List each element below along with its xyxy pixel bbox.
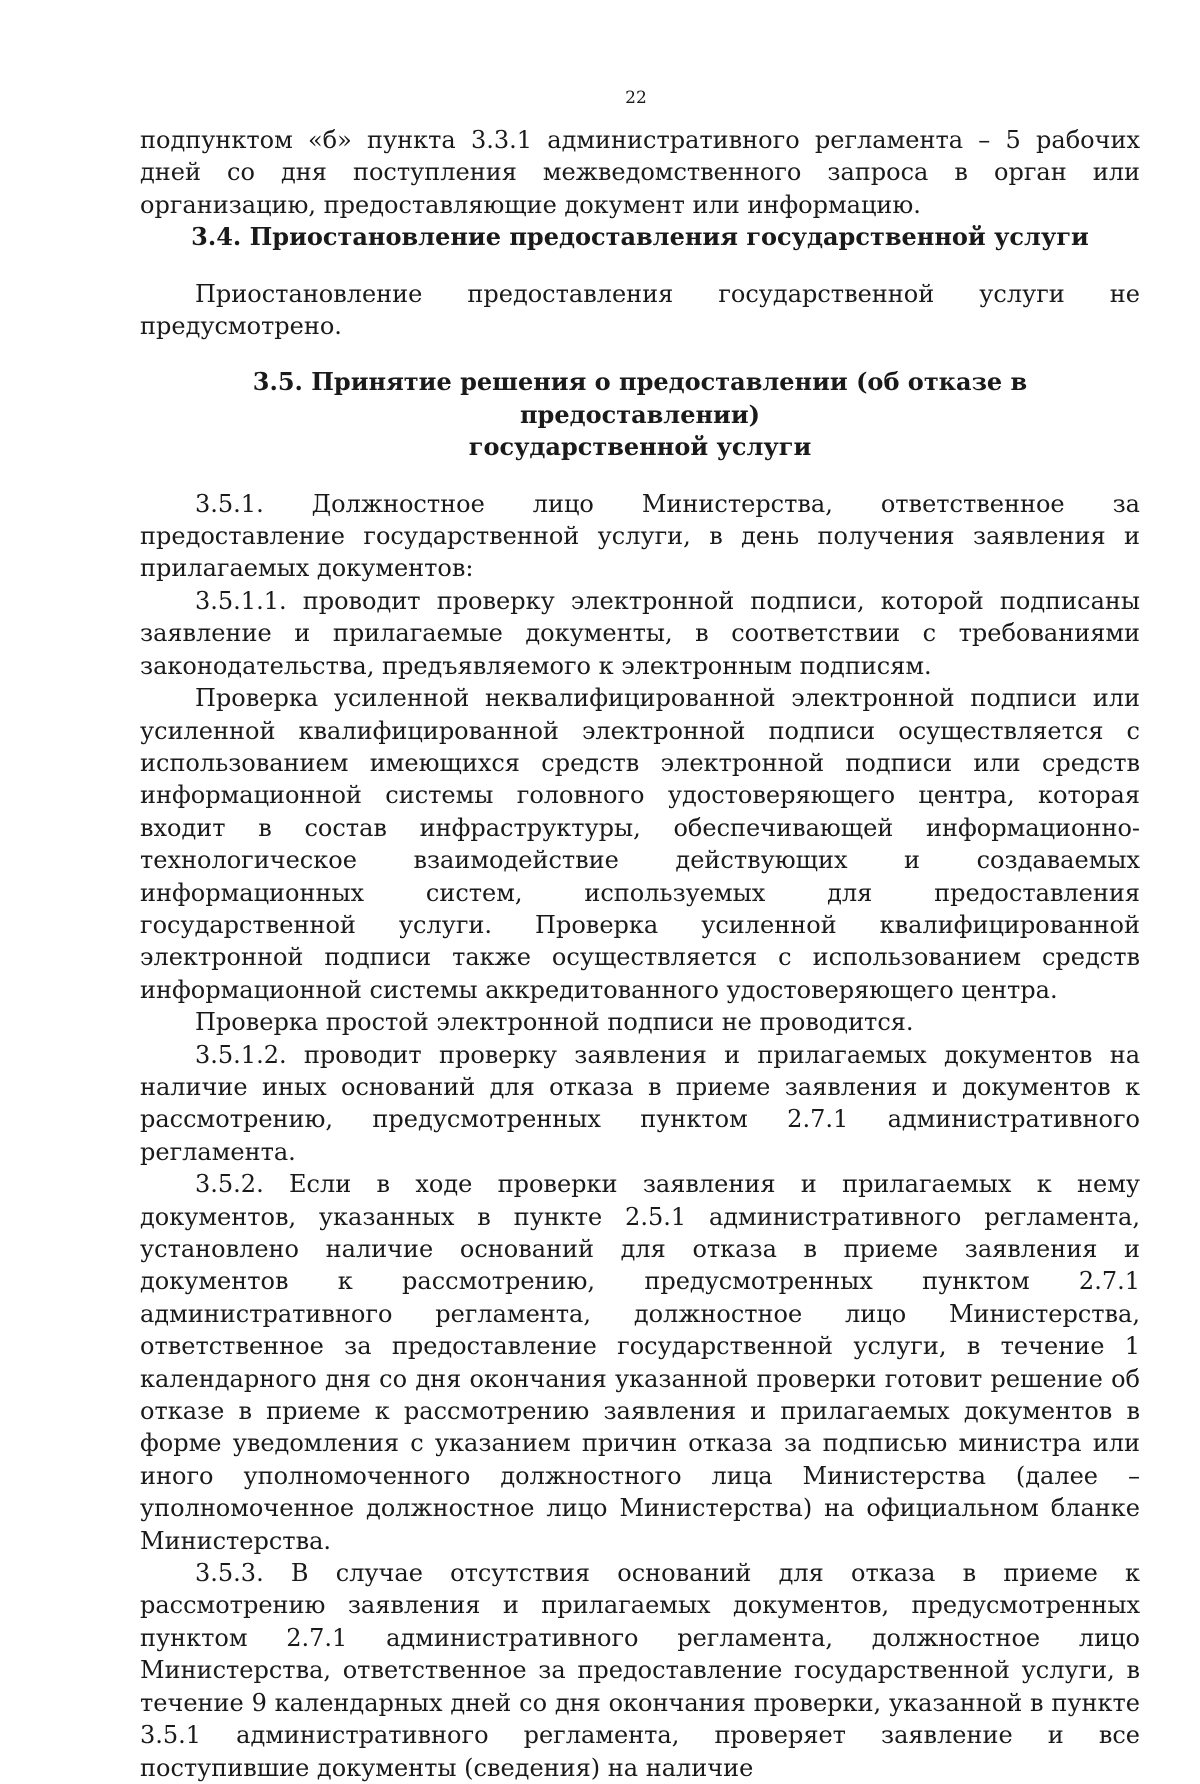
section-3-5-heading — [140, 366, 1140, 463]
page-number: 22 — [625, 88, 647, 108]
section-3-5-heading-line2: государственной услуги — [468, 432, 812, 462]
section-3-5-heading-line1: 3.5. Принятие решения о предоставлении (об отказе в предоставлении) — [252, 367, 1028, 429]
paragraph-3-5-1-1: 3.5.1.1. проводит проверку электронной подписи, которой подписаны заявление и прилагаемые документы, в соответствии с требованиями законодательства, предъявляемого к электронным подписям. — [140, 586, 1140, 680]
paragraph-3-5-1-2: 3.5.1.2. проводит проверку заявления и прилагаемых документов на наличие иных оснований для отказа в приеме заявления и документов к рассмотрению, предусмотренных пунктом 2.7.1 административного регламента. — [140, 1040, 1140, 1166]
section-3-4-heading: 3.4. Приостановление предоставления государственной услуги — [191, 222, 1089, 252]
section-3-4-text: Приостановление предоставления государственной услуги не предусмотрено. — [140, 279, 1140, 341]
paragraph-3-5-1: 3.5.1. Должностное лицо Министерства, ответственное за предоставление государственной услуги, в день получения заявления и прилагаемых документов: — [140, 489, 1140, 583]
intro-paragraph: подпунктом «б» пункта 3.3.1 административного регламента – 5 рабочих дней со дня поступления межведомственного запроса в орган или организацию, предоставляющие документ или информацию. — [140, 126, 1140, 219]
document-page — [140, 86, 1140, 1784]
paragraph-signature-check: Проверка усиленной неквалифицированной электронной подписи или усиленной квалифицированной электронной подписи осуществляется с использованием имеющихся средств электронной подписи или средств информационной системы головного удостоверяющего центра, которая входит в состав инфраструктуры, обеспечивающей информационно-технологическое взаимодействие действующих и создаваемых информационных систем, используемых для предоставления государственной услуги. Проверка усиленной квалифицированной электронной подписи также осуществляется с использованием средств информационной системы аккредитованного удостоверяющего центра. — [140, 684, 1140, 1004]
paragraph-simple-signature: Проверка простой электронной подписи не проводится. — [195, 1008, 914, 1037]
paragraph-3-5-2: 3.5.2. Если в ходе проверки заявления и прилагаемых к нему документов, указанных в пункте 2.5.1 административного регламента, установлено наличие оснований для отказа в приеме заявления и документов к рассмотрению, предусмотренных пунктом 2.7.1 административного регламента, должностное лицо Министерства, ответственное за предоставление государственной услуги, в течение 1 календарного дня со дня окончания указанной проверки готовит решение об отказе в приеме к рассмотрению заявления и прилагаемых документов в форме уведомления с указанием причин отказа за подписью министра или иного уполномоченного должностного лица Министерства (далее – уполномоченное должностное лицо Министерства) на официальном бланке Министерства. — [140, 1170, 1140, 1555]
paragraph-3-5-3: 3.5.3. В случае отсутствия оснований для отказа в приеме к рассмотрению заявления и прилагаемых документов, предусмотренных пунктом 2.7.1 административного регламента, должностное лицо Министерства, ответственное за предоставление государственной услуги, в течение 9 календарных дней со дня окончания проверки, указанной в пункте 3.5.1 административного регламента, проверяет заявление и все поступившие документы (сведения) на наличие — [140, 1559, 1140, 1782]
